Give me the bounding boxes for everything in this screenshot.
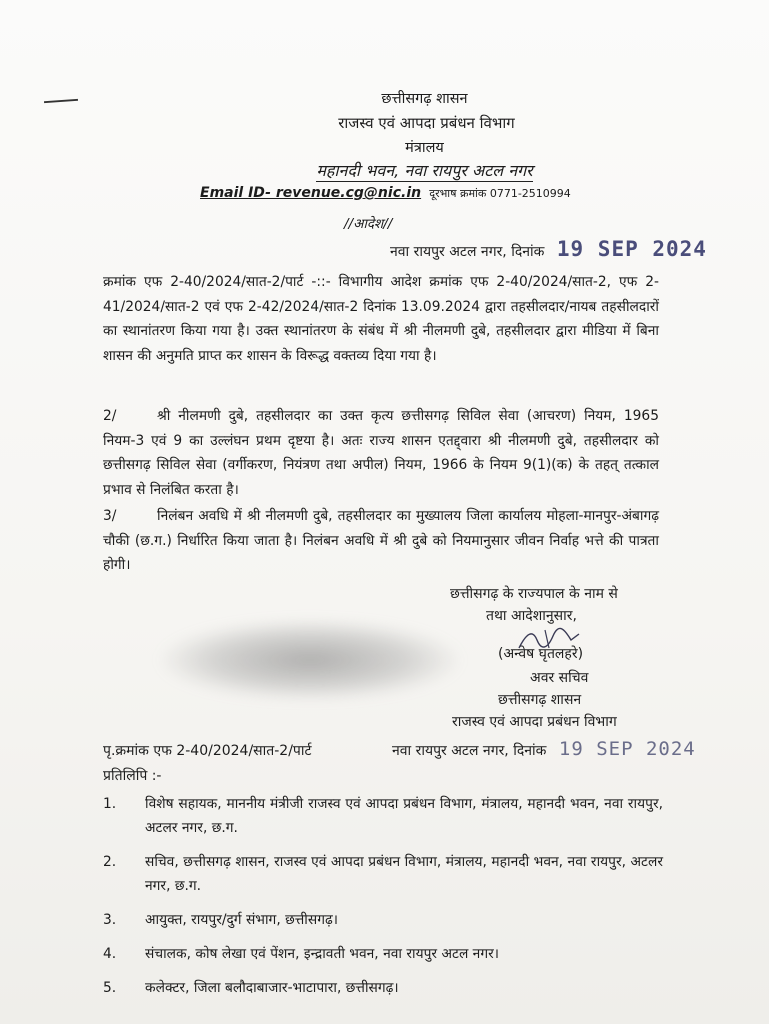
list-item-number: 4. [103, 946, 117, 962]
copy-to-list [103, 792, 663, 1010]
order-title: //आदेश// [344, 216, 393, 232]
order-paragraph-2 [103, 404, 659, 502]
list-item [103, 850, 663, 898]
paragraph-3-text: निलंबन अवधि में श्री नीलमणी दुबे, तहसीलदार का मुख्यालय जिला कार्यालय मोहला-मानपुर-अंबागढ़ चौकी (छ.ग.) निर्धारित किया जाता है। निलंबन अवधि में श्री दुबे को नियमानुसार जीवन निर्वाह भत्ते की पात्रता होगी। [103, 508, 659, 573]
endorsement-date-stamp: 19 SEP 2024 [558, 738, 696, 760]
list-item-number: 1. [103, 796, 117, 812]
list-item-text: कलेक्टर, जिला बलौदाबाजार-भाटापारा, छत्तीसगढ़। [145, 980, 399, 996]
header-address-text: महानदी भवन, नवा रायपुर अटल नगर [316, 161, 533, 180]
paragraph-2-number: 2/ [103, 408, 117, 424]
paragraph-3-number: 3/ [103, 508, 117, 524]
list-item-text: सचिव, छत्तीसगढ़ शासन, राजस्व एवं आपदा प्रबंधन विभाग, मंत्रालय, महानदी भवन, नवा रायपुर, अटलर नगर, छ.ग. [145, 854, 663, 894]
header-ministry: मंत्रालय [405, 140, 444, 156]
order-paragraph-1: क्रमांक एफ 2-40/2024/सात-2/पार्ट -::- विभागीय आदेश क्रमांक एफ 2-40/2024/सात-2, एफ 2-41/2024/सात-2 एवं एफ 2-42/2024/सात-2 दिनांक 13.09.2024 द्वारा तहसीलदार/नायब तहसीलदारों का स्थानांतरण किया गया है। उक्त स्थानांतरण के संबंध में श्री नीलमणी दुबे, तहसीलदार द्वारा मीडिया में बिना शासन की अनुमति प्राप्त कर शासन के विरूद्ध वक्तव्य दिया गया है। [103, 274, 659, 364]
signatory-designation: अवर सचिव [530, 670, 589, 686]
signatory-department: राजस्व एवं आपदा प्रबंधन विभाग [452, 714, 617, 730]
list-item-number: 2. [103, 854, 117, 870]
phone-number: दूरभाष क्रमांक 0771-2510994 [429, 187, 571, 200]
signatory-name: (अन्वेष घृतलहरे) [498, 646, 584, 662]
list-item-text: संचालक, कोष लेखा एवं पेंशन, इन्द्रावती भवन, नवा रायपुर अटल नगर। [145, 946, 499, 962]
endorsement-place-date-label: नवा रायपुर अटल नगर, दिनांक [392, 743, 547, 759]
endorsement-dateline [392, 738, 696, 760]
list-item-number: 3. [103, 912, 117, 928]
order-paragraph-3 [103, 504, 659, 578]
endorsement-number: पृ.क्रमांक एफ 2-40/2024/सात-2/पार्ट [103, 743, 312, 759]
paragraph-2-text: श्री नीलमणी दुबे, तहसीलदार का उक्त कृत्य छत्तीसगढ़ सिविल सेवा (आचरण) नियम, 1965 नियम-3 एवं 9 का उल्लंघन प्रथम दृष्टया है। अतः राज्य शासन एतद्द्वारा श्री नीलमणी दुबे, तहसीलदार को छत्तीसगढ़ सिविल सेवा (वर्गीकरण, नियंत्रण तथा अपील) नियम, 1966 के नियम 9(1)(क) के तहत् तत्काल प्रभाव से निलंबित करता है। [103, 408, 659, 498]
signature-line-2: तथा आदेशानुसार, [486, 608, 577, 624]
header-government: छत्तीसगढ़ शासन [381, 91, 468, 107]
signature-line-1: छत्तीसगढ़ के राज्यपाल के नाम से [450, 586, 618, 602]
copy-to-heading: प्रतिलिपि :- [103, 768, 162, 784]
list-item-text: विशेष सहायक, माननीय मंत्रीजी राजस्व एवं आपदा प्रबंधन विभाग, मंत्रालय, महानदी भवन, नवा रायपुर, अटलर नगर, छ.ग. [145, 796, 663, 836]
list-item-text: आयुक्त, रायपुर/दुर्ग संभाग, छत्तीसगढ़। [145, 912, 338, 928]
list-item [103, 792, 663, 840]
email-id: Email ID- revenue.cg@nic.in [200, 185, 422, 201]
order-dateline [390, 237, 707, 261]
header-department: राजस्व एवं आपदा प्रबंधन विभाग [338, 114, 515, 132]
order-date-stamp: 19 SEP 2024 [556, 237, 707, 261]
list-item-number: 5. [103, 980, 117, 996]
order-place-date-label: नवा रायपुर अटल नगर, दिनांक [390, 244, 545, 260]
list-item [103, 976, 663, 1000]
list-item [103, 942, 663, 966]
header-address [40, 159, 769, 181]
list-item [103, 908, 663, 932]
contact-line [200, 185, 571, 201]
redacted-blur [160, 620, 460, 700]
signatory-government: छत्तीसगढ़ शासन [498, 692, 582, 708]
